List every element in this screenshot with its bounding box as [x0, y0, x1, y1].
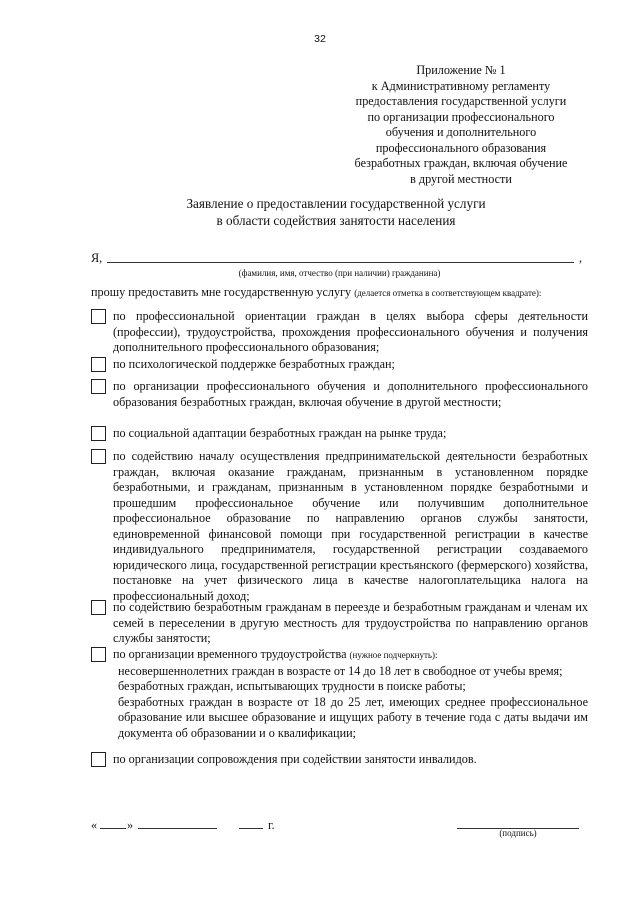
appendix-line: безработных граждан, включая обучение	[354, 156, 568, 170]
appendix-line: предоставления государственной услуги	[355, 94, 567, 108]
option-text: по социальной адаптации безработных граждан на рынке труда;	[113, 426, 447, 440]
checkbox[interactable]	[91, 449, 106, 464]
option-temporary-employment	[91, 647, 588, 741]
signature-caption: (подпись)	[499, 828, 537, 838]
option-professional-training	[91, 379, 588, 410]
option-sublist	[118, 664, 588, 742]
appendix-line: по организации профессионального	[367, 109, 555, 124]
appendix-line: Приложение № 1	[416, 63, 506, 77]
checkbox[interactable]	[91, 309, 106, 324]
applicant-caption: (фамилия, имя, отчество (при наличии) гражданина)	[238, 268, 441, 278]
option-text: по профессиональной ориентации граждан в целях выбора сферы деятельности (профессии), трудоустройства, прохождения профессионального обучения и получения дополнительного профессионального образования;	[113, 309, 588, 354]
applicant-end-comma: ,	[578, 251, 582, 265]
option-disabled-support	[91, 752, 588, 768]
appendix-line: профессионального образования	[375, 140, 547, 155]
request-line	[91, 285, 588, 300]
sub-option[interactable]: безработных граждан в возрасте от 18 до 25 лет, имеющих среднее профессиональное образование или высшее образование и ищущих работу в течение года с даты выдачи им документа об образовании и о квалификации;	[118, 694, 588, 740]
checkbox[interactable]	[91, 600, 106, 615]
page-number: 32	[314, 33, 326, 45]
appendix-line: к Административному регламенту	[371, 78, 551, 93]
option-relocation	[91, 600, 588, 647]
option-text: по организации сопровождения при содействии занятости инвалидов.	[113, 752, 477, 766]
option-text: по содействию безработным гражданам в переезде и безработным гражданам и членам их семей в переселении в другую местность для трудоустройства по направлению органов службы занятости;	[113, 600, 588, 645]
option-entrepreneurship	[91, 449, 588, 604]
document-title	[0, 196, 640, 229]
option-text: по психологической поддержке безработных граждан;	[113, 357, 395, 371]
checkbox[interactable]	[91, 647, 106, 662]
option-text: по содействию началу осуществления предпринимательской деятельности безработных граждан, включая оказание гражданам, признанным в установленном порядке безработными, и гражданам, признанным в установленном порядке безработными и прошедшим профессиональное обучение или получившим дополнительное профессиональное образование по направлению органов службы занятости, единовременной финансовой помощи при государственной регистрации в качестве индивидуального предпринимателя, государственной регистрации создаваемого юридического лица, государственной регистрации крестьянского (фермерского) хозяйства, постановке на учет физического лица в качестве налогоплательщика налога на профессиональный доход;	[113, 449, 588, 603]
day-field[interactable]	[100, 818, 126, 829]
sub-option[interactable]: несовершеннолетних граждан в возрасте от 14 до 18 лет в свободное от учебы время;	[118, 663, 563, 678]
open-quote: «	[91, 818, 98, 832]
option-psychological-support	[91, 357, 588, 373]
request-note: (делается отметка в соответствующем квадрате):	[354, 288, 542, 298]
applicant-name-field[interactable]	[91, 252, 588, 266]
checkbox[interactable]	[91, 426, 106, 441]
title-line: Заявление о предоставлении государственной услуги	[186, 196, 486, 211]
title-line: в области содействия занятости населения	[216, 212, 456, 228]
option-note: (нужное подчеркнуть):	[349, 650, 438, 660]
option-career-guidance	[91, 309, 588, 356]
option-text	[113, 647, 588, 664]
sub-option[interactable]: безработных граждан, испытывающих трудности в поиске работы;	[118, 679, 466, 693]
request-text: прошу предоставить мне государственную услугу	[91, 285, 352, 299]
appendix-line: обучения и дополнительного	[385, 125, 537, 139]
checkbox[interactable]	[91, 357, 106, 372]
applicant-label: Я,	[91, 251, 103, 265]
close-quote: »	[127, 818, 134, 832]
option-label: по организации временного трудоустройства	[113, 647, 347, 661]
checkbox[interactable]	[91, 379, 106, 394]
year-label: г.	[268, 818, 275, 832]
applicant-name-line[interactable]	[107, 262, 574, 263]
appendix-header	[330, 63, 592, 187]
option-text: по организации профессионального обучения и дополнительного профессионального образования безработных граждан, включая обучение в другой местности;	[113, 379, 588, 409]
option-social-adaptation	[91, 426, 588, 442]
appendix-line: в другой местности	[410, 171, 512, 186]
month-field[interactable]	[138, 818, 217, 829]
checkbox[interactable]	[91, 752, 106, 767]
year-field[interactable]	[239, 818, 263, 829]
